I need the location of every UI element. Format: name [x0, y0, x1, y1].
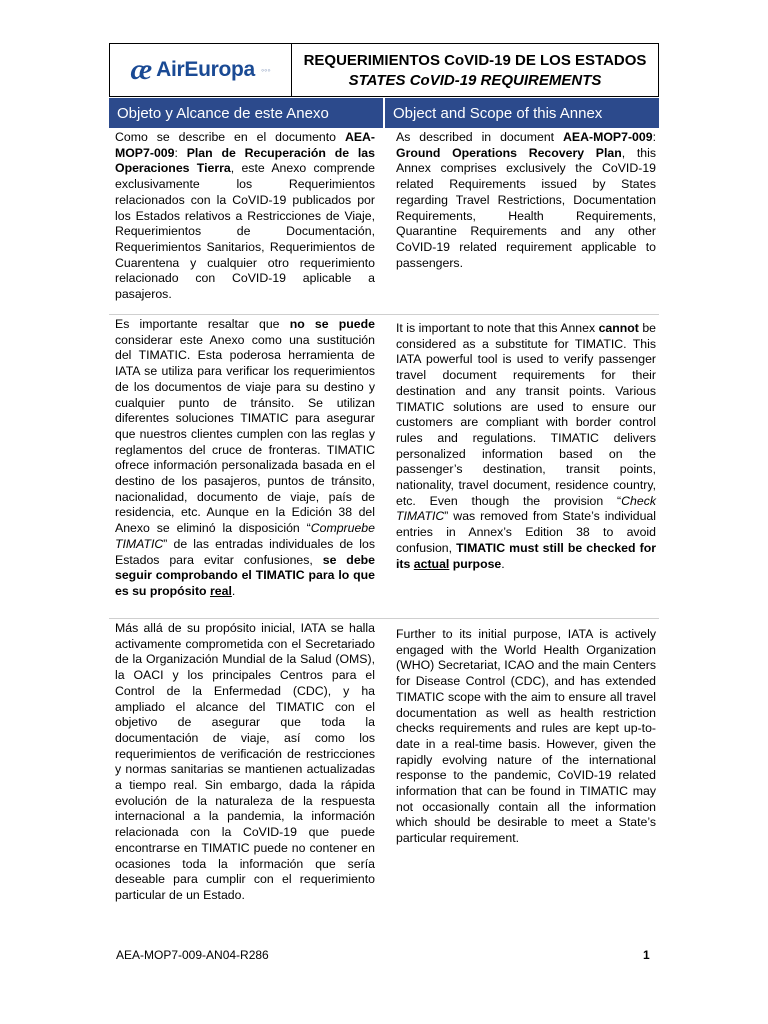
paragraph-es-1: Como se describe en el documento AEA-MOP7-009: Plan de Recuperación de las Operaciones Tierra, este Anexo comprende exclusivamente los Requerimientos relacionados con la CoVID-19 publicados por los Estados relativos a Restricciones de Viaje, Requerimientos de Documentación, Requerimientos Sanitarios, Requerimientos de Cuarentena y cualquier otro requerimiento relacionado con CoVID-19 aplicable a pasajeros.	[115, 130, 375, 302]
paragraph-en-3: Further to its initial purpose, IATA is actively engaged with the World Health Organization (WHO) Secretariat, ICAO and the main Centers for Disease Control (CDC), and has extended TIMATIC scope with the aim to ensure all travel documentation as well as health restriction checks requirements and rules are kept up-to-date in a real-time basis. However, given the rapidly evolving nature of the international response to the pandemic, CoVID-19 related information that can be found in TIMATIC may not occasionally contain all the information which should be desirable to meet a State’s particular requirement.	[396, 627, 656, 846]
skyteam-icon: ◦◦◦	[260, 65, 271, 75]
content-row-2	[109, 314, 659, 618]
logo-mark-icon: æ	[130, 53, 153, 86]
section-title-en: Object and Scope of this Annex	[383, 98, 659, 128]
page-number: 1	[643, 948, 650, 962]
section-header-bar	[109, 98, 659, 128]
paragraph-en-2: It is important to note that this Annex cannot be considered as a substitute for TIMATIC. This IATA powerful tool is used to verify passenger travel document requirements for their destination and any transit points. Various TIMATIC solutions are used to ensure our customers are compliant with border control rules and regulations. TIMATIC delivers personalized information based on the passenger’s destination, transit points, nationality, travel document, residence country, etc. Even though the provision “Check TIMATIC” was removed from State’s individual entries in Annex’s Edition 38 to avoid confusion, TIMATIC must still be checked for its actual purpose.	[396, 321, 656, 571]
paragraph-es-2: Es importante resaltar que no se puede considerar este Anexo como una sustitución del TIMATIC. Esta poderosa herramienta de IATA se utiliza para verificar los requerimientos de los documentos de viaje para su destino y cualquier punto de tránsito. Se utilizan diferentes soluciones TIMATIC para asegurar que nuestros clientes cumplen con las reglas y reglamentos del cruce de fronteras. TIMATIC ofrece información personalizada basada en el destino de los pasajeros, puntos de tránsito, nacionalidad, documento de viaje, país de residencia, etc. Aunque en la Edición 38 del Anexo se eliminó la disposición “Compruebe TIMATIC” de las entradas individuales de los Estados para evitar confusiones, se debe seguir comprobando el TIMATIC para lo que es su propósito real.	[115, 317, 376, 598]
air-europa-logo	[130, 55, 270, 85]
document-code: AEA-MOP7-009-AN04-R286	[116, 948, 269, 962]
title-cell	[292, 44, 658, 96]
document-title-en: STATES CoVID-19 REQUIREMENTS	[348, 71, 602, 89]
section-title-es: Objeto y Alcance de este Anexo	[117, 104, 329, 122]
document-title-es: REQUERIMIENTOS CoVID-19 DE LOS ESTADOS	[303, 51, 647, 69]
document-header	[109, 43, 659, 97]
paragraph-en-1: As described in document AEA-MOP7-009: Ground Operations Recovery Plan, this Annex comprises exclusively the CoVID-19 related Requirements issued by States regarding Travel Restrictions, Documentation Requirements, Health Requirements, Quarantine Requirements and any other CoVID-19 related requirement applicable to passengers.	[396, 130, 656, 270]
content-row-3	[109, 618, 659, 908]
logo-cell	[110, 44, 292, 96]
paragraph-es-3: Más allá de su propósito inicial, IATA se halla activamente comprometida con el Secretariado de la Organización Mundial de la Salud (OMS), la OACI y los principales Centros para el Control de la Enfermedad (CDC), y ha ampliado el alcance del TIMATIC con el objetivo de asegurar que toda la documentación de viaje, así como los requerimientos de verificación de restricciones y normas sanitarias se mantienen actualizadas a tiempo real. Sin embargo, dada la rápida evolución de la naturaleza de la respuesta internacional a la pandemia, la información relacionada con la CoVID-19 que puede encontrarse en TIMATIC puede no contener en ocasiones toda la información que sería deseable para cumplir con el requerimiento particular de un Estado.	[115, 621, 375, 902]
logo-text: AirEuropa	[156, 58, 255, 81]
document-page	[109, 43, 659, 908]
content-row-1	[109, 128, 659, 314]
